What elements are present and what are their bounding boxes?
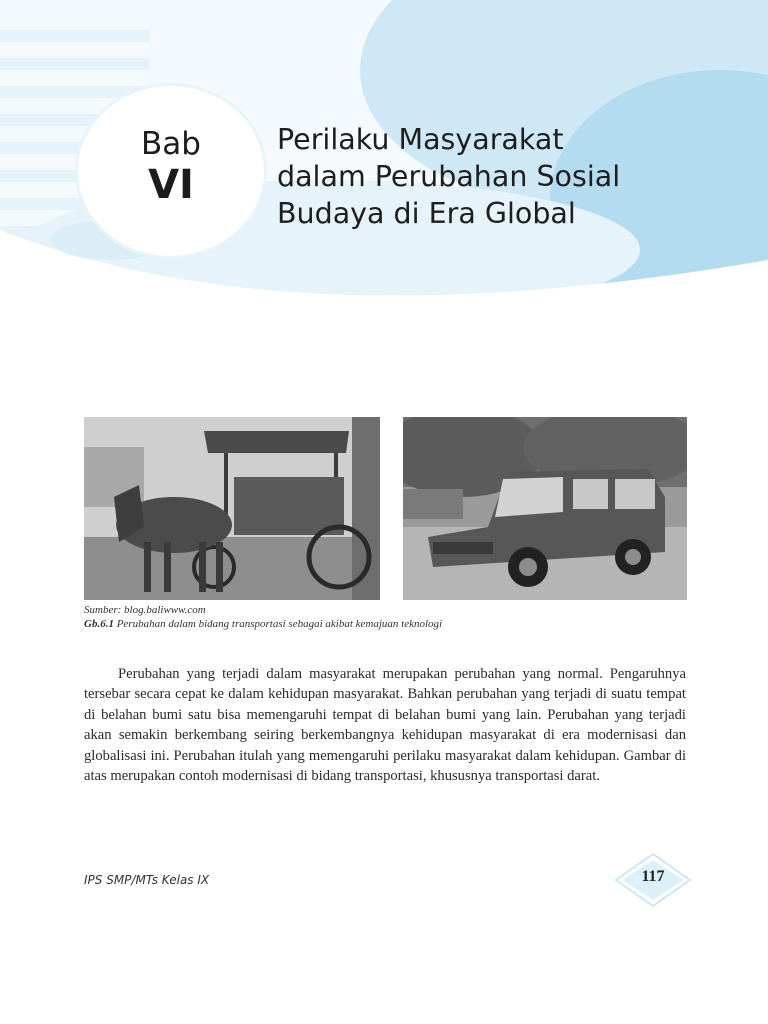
book-title: IPS SMP/MTs Kelas IX: [84, 873, 210, 887]
chapter-title-line: dalam Perubahan Sosial: [277, 160, 621, 193]
figure-source: Sumber: blog.baliwww.com: [84, 604, 206, 616]
body-paragraph: Perubahan yang terjadi dalam masyarakat merupakan perubahan yang normal. Pengaruhnya tersebar secara cepat ke dalam kehidupan masyarakat. Bahkan perubahan yang terjadi di suatu tempat di belahan bumi satu bisa memengaruhi tempat di belahan bumi yang lain. Perubahan yang terjadi akan semakin berkembang seiring berkembangnya kehidupan masyarakat di era modernisasi dan globalisasi ini. Perubahan itulah yang memengaruhi perilaku masyarakat dalam kehidupan. Gambar di atas merupakan contoh modernisasi di bidang transportasi, khususnya transportasi darat.: [84, 666, 686, 785]
page-number: 117: [641, 868, 665, 885]
chapter-title: [277, 121, 747, 232]
figure-caption: [84, 618, 442, 630]
chapter-header: [0, 0, 768, 300]
chapter-number: VI: [148, 162, 194, 208]
chapter-badge: [78, 86, 264, 256]
chapter-label: Bab: [141, 126, 201, 162]
figure-caption-text: Perubahan dalam bidang transportasi sebagai akibat kemajuan teknologi: [116, 618, 443, 630]
chapter-title-line: Budaya di Era Global: [277, 197, 576, 230]
figure-label: Gb.6.1: [84, 618, 114, 630]
minivan-photo: [403, 417, 687, 600]
chapter-title-line: Perilaku Masyarakat: [277, 123, 564, 156]
horse-carriage-photo: [84, 417, 380, 600]
